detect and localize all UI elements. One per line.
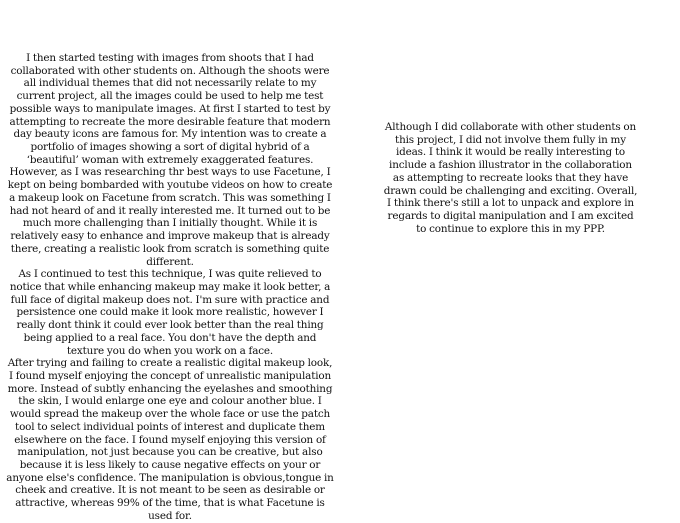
left-text-column — [5, 52, 335, 523]
paragraph-digital-makeup: As I continued to test this technique, I was quite relieved to notice that while enhancing makeup may make it look better, a full face of digital makeup does not. I'm sure with practice and persistence one could make it look more realistic, however I really dont think it could ever look better than the real thing being applied to a real face. You don't have the depth and texture you do when you work on a face. — [9, 268, 331, 357]
paragraph-unrealistic-manipulation: After trying and failing to create a realistic digital makeup look, I found myself enjoying the concept of unrealistic manipulation more. Instead of subtly enhancing the eyelashes and smoothing the skin, I would enlarge one eye and colour another blue. I would spread the makeup over the whole face or use the patch tool to select individual points of interest and duplicate them elsewhere on the face. I found myself enjoying this version of manipulation, not just because you can be creative, but also because it is less likely to cause negative effects on your or anyone else's confidence. The manipulation is obvious,tongue in cheek and creative. It is not meant to be seen as desirable or attractive, whereas 99% of the time, that is what Facetune is used for. — [6, 357, 334, 522]
right-text-column — [383, 121, 638, 235]
paragraph-collaboration-reflection: Although I did collaborate with other students on this project, I did not involve them fully in my ideas. I think it would be really interesting to include a fashion illustrator in the collaboration as attempting to recreate looks that they have drawn could be challenging and exciting. Overall, I think there's still a lot to unpack and explore in regards to digital manipulation and I am excited to continue to explore this in my PPP. — [383, 121, 638, 235]
paragraph-testing-images: I then started testing with images from shoots that I had collaborated with other students on. Although the shoots were all individual themes that did not necessarily relate to my current project, all the images could be used to help me test possible ways to manipulate images. At first I started to test by attempting to recreate the more desirable feature that modern day beauty icons are famous for. My intention was to create a portfolio of images showing a sort of digital hybrid of a ‘beautiful’ woman with extremely exaggerated features. However, as I was researching thr best ways to use Facetune, I kept on being bombarded with youtube videos on how to create a makeup look on Facetune from scratch. This was something I had not heard of and it really interested me. It turned out to be much more challenging than I initially thought. While it is relatively easy to enhance and improve makeup that is already there, creating a realistic look from scratch is something quite different. — [7, 52, 333, 268]
